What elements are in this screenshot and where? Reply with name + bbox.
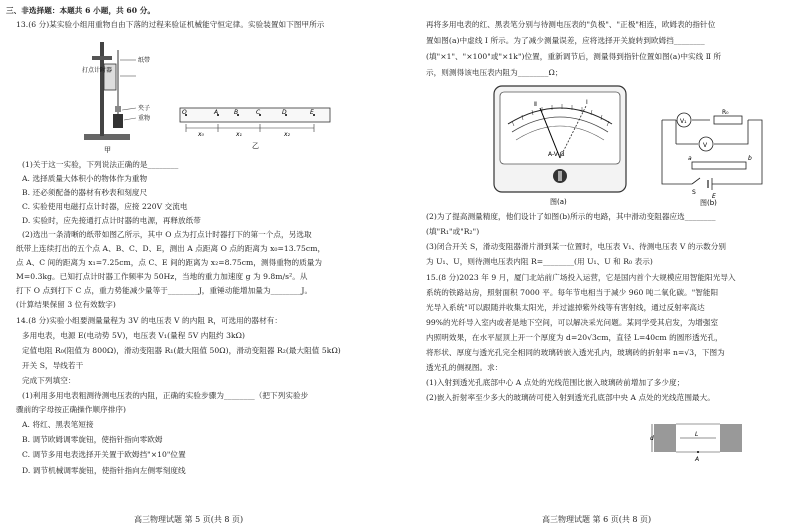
switch-s — [692, 178, 700, 184]
roof-right — [720, 424, 742, 452]
resistor-r0 — [714, 116, 742, 124]
q15-line7: 透光孔的侧视图。求： — [426, 363, 503, 372]
caption-jia: 甲 — [104, 146, 111, 154]
q13-option-b: B. 还必须配备的器材有秒表和刻度尺 — [22, 188, 148, 197]
label-a: a — [688, 155, 692, 162]
q14-equipment-2: 定值电阻 R₀(阻值为 800Ω)，滑动变阻器 R₁(最大阻值 50Ω)，滑动变阻器 R₂(最大阻值 5kΩ) — [22, 346, 341, 355]
label-d: d — [650, 435, 654, 442]
q15-line5: 内照明效果，在水平屋顶上开一个厚度为 d=20√3cm，直径 L=40cm 的圆形透光孔， — [426, 333, 723, 342]
tape-strip — [180, 108, 330, 122]
segment-x0: x₀ — [198, 131, 204, 138]
label-v: V — [703, 142, 708, 149]
q14-title: 14.(8 分)实验小组要测量量程为 3V 的电压表 V 的内阻 R，可选用的器材有： — [16, 316, 283, 325]
q13-part2-line5: 打下 O 点到打下 C 点，重力势能减少量等于________J，重锤动能增加量为________J。 — [16, 286, 313, 295]
label-s: S — [692, 189, 696, 196]
weight — [113, 114, 123, 128]
circuit-figure — [652, 104, 774, 206]
q13-part2-line3: 点 A、C 间的距离为 x₁=7.25cm，点 C、E 间的距离为 x₂=8.75cm，测得重物的质量为 — [16, 258, 323, 267]
clip — [115, 106, 121, 112]
apparatus-base — [84, 134, 130, 140]
section-heading: 三、非选择题：本题共 6 小题，共 60 分。 — [6, 6, 156, 15]
circuit-wires — [662, 120, 762, 184]
q14-fill-prompt: 完成下列填空： — [22, 376, 76, 385]
point-c: C — [256, 109, 261, 116]
caption-figure-a: 图(a) — [550, 198, 567, 206]
segment-x2: x₂ — [284, 131, 290, 138]
label-v1: V₁ — [680, 118, 687, 125]
label-b: b — [748, 155, 752, 162]
page-footer-left: 高三物理试题 第 5 页(共 8 页) — [134, 515, 244, 524]
q13-figure-tape — [178, 104, 338, 150]
label-l: L — [695, 431, 699, 438]
label-timer: 打点计时器 — [82, 67, 113, 74]
q14-step-a: A. 将红、黑表笔短接 — [22, 420, 94, 429]
pointer-label-i: Ⅰ — [586, 99, 588, 106]
label-e: E — [712, 193, 716, 200]
q14-cont-line3: (填"×1"、"×100"或"×1k")位置，重新调节后，测量得到指针位置如图(a)中实线 Ⅱ 所 — [426, 52, 722, 61]
caption-yi: 乙 — [252, 142, 259, 150]
q15-line1: 15.(8 分)2023 年 9 月，厦门北站前广场投入运营，它是国内首个大规模应用智能阳光导入 — [426, 273, 736, 282]
q14-cont-line2: 置如图(a)中虚线 Ⅰ 所示。为了减少测量误差，应将选择开关旋转到欧姆挡________ — [426, 36, 705, 45]
q14-equipment-1: 多用电表，电源 E(电动势 5V)，电压表 V₁(量程 5V 内阻约 3kΩ) — [22, 331, 245, 340]
q14-part2-line1: (2)为了提高测量精度，他们设计了如图(b)所示的电路，其中滑动变阻器应选________ — [426, 212, 716, 221]
q13-part2-line2: 纸带上连续打出的五个点 A、B、C、D、E，测出 A 点距离 O 点的距离为 x₀=13.75cm， — [16, 244, 326, 253]
q15-line6: 将形状、厚度与透光孔完全相同的玻璃砖嵌入透光孔内，玻璃砖的折射率 n=√3，下图为 — [426, 348, 725, 357]
multimeter-figure — [492, 84, 630, 208]
q14-part3-line1: (3)闭合开关 S，滑动变阻器滑片滑到某一位置时，电压表 V₁、待测电压表 V 的示数分别 — [426, 242, 727, 251]
q14-cont-line1: 再将多用电表的红、黑表笔分别与待测电压表的"负极"、"正极"相连，欧姆表的指针位 — [426, 20, 716, 29]
q13-option-c: C. 实验使用电磁打点计时器，应接 220V 交流电 — [22, 202, 188, 211]
q14-part1-line1: (1)利用多用电表粗测待测电压表的内阻，正确的实验步骤为________（把下列实验步 — [22, 391, 309, 400]
q14-equipment-3: 开关 S，导线若干 — [22, 361, 84, 370]
segment-x1: x₁ — [236, 131, 242, 138]
label-weight: 重物 — [138, 115, 151, 122]
meter-label: A-V-Ω — [548, 151, 565, 158]
caption-figure-b: 图(b) — [700, 199, 717, 206]
q13-option-d: D. 实验时，应先接通打点计时器的电源，再释放纸带 — [22, 216, 201, 225]
q14-step-d: D. 调节机械调零旋钮，使指针指向左侧零刻度线 — [22, 466, 186, 475]
point-b: B — [234, 109, 239, 116]
q15-line3: 光导入系统"可以跟随并收集太阳光，并过滤掉紫外线等有害射线，通过反射率高达 — [426, 303, 705, 312]
q13-part1: (1)关于这一实验，下列说法正确的是________ — [22, 160, 179, 169]
q14-part2-line2: (填"R₁"或"R₂") — [426, 227, 480, 236]
q14-step-b: B. 调节欧姆调零旋钮，使指针指向零欧姆 — [22, 435, 163, 444]
q14-step-c: C. 调节多用电表选择开关置于欧姆挡"×10"位置 — [22, 450, 186, 459]
label-clip: 夹子 — [138, 105, 151, 112]
q13-title: 13.(6 分)某实验小组用重物自由下落的过程来验证机械能守恒定律。实验装置如下图甲所示 — [16, 20, 325, 29]
label-r0: R₀ — [722, 109, 729, 116]
q14-cont-line4: 示，则测得该电压表内阻为________Ω； — [426, 68, 563, 77]
q13-part2-line4: M=0.3kg。已知打点计时器工作频率为 50Hz，当地的重力加速度 g 为 9.8m/s²。从 — [16, 272, 308, 281]
rheostat — [692, 162, 746, 169]
right-page — [416, 0, 800, 528]
left-page — [6, 0, 394, 528]
q14-part1-line2: 骤前的字母按正确操作顺序排序) — [16, 405, 127, 414]
q13-figure-apparatus — [78, 36, 170, 156]
label-point-a: A — [695, 456, 700, 463]
q15-part1: (1)入射到透光孔底部中心 A 点处的光线范围比嵌入玻璃砖前增加了多少度； — [426, 378, 685, 387]
q15-line4: 99%的光纤导入室内或者是地下空间，可以解决采光问题。某同学受其启发，为增强室 — [426, 318, 719, 327]
point-d: D — [282, 109, 287, 116]
q15-line2: 系统的铁路站房，照射面积 7000 平。每年节电相当于减少 960 吨二氧化碳。"智能阳 — [426, 288, 719, 297]
label-tape: 纸带 — [138, 57, 151, 64]
q13-part2-note: (计算结果保留 3 位有效数字) — [16, 300, 116, 309]
q15-part2: (2)嵌入折射率至少多大的玻璃砖可使入射到透光孔底部中央 A 点处的光线范围最大。 — [426, 393, 715, 402]
point-e: E — [310, 109, 314, 116]
q13-option-a: A. 选择质量大体积小的物体作为重物 — [22, 174, 148, 183]
roof-left — [654, 424, 676, 452]
q14-part3-line2: 为 U₁、U，则待测电压表内阻 R=________(用 U₁、U 和 R₀ 表示) — [426, 257, 653, 266]
pointer-label-ii: Ⅱ — [534, 101, 537, 108]
point-o: O — [182, 109, 187, 116]
q13-part2-line1: (2)选出一条清晰的纸带如图乙所示，其中 O 点为打点计时器打下的第一个点，另选取 — [22, 230, 312, 239]
light-hole-figure — [650, 418, 754, 468]
page-footer-right: 高三物理试题 第 6 页(共 8 页) — [542, 515, 652, 524]
point-a: A — [214, 109, 219, 116]
